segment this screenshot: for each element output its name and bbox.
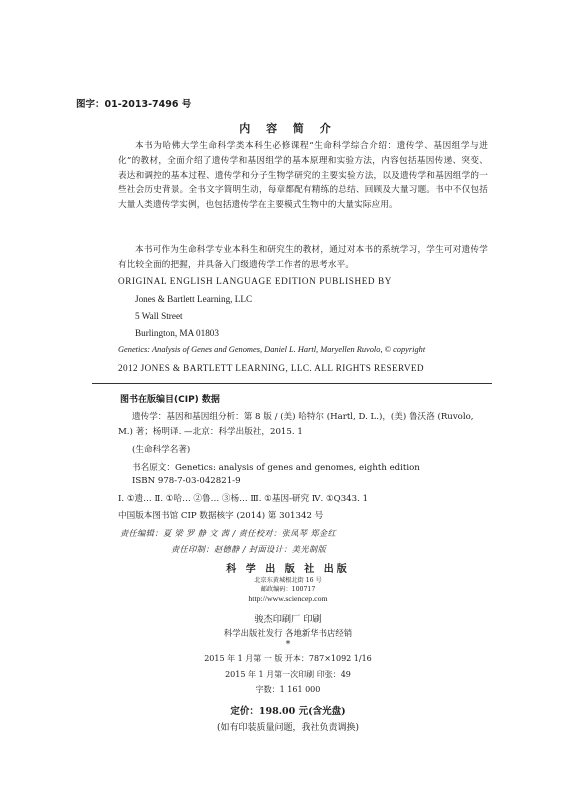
printing-line: 2015 年 1 月第一次印刷 印张：49 xyxy=(225,670,351,679)
publisher-address: 北京东黄城根北街 16 号 xyxy=(254,577,322,584)
cip-heading: 图书在版编目(CIP) 数据 xyxy=(120,395,220,405)
printer-line: 骏杰印刷厂 印刷 xyxy=(254,614,322,625)
cip-authors-line: M.) 著；杨明译. —北京：科学出版社，2015. 1 xyxy=(118,427,303,437)
price-line: 定价：198.00 元(含光盘) xyxy=(230,706,346,717)
copyright-registration-number: 图字：01-2013-7496 号 xyxy=(76,99,192,110)
summary-paragraph-1: 本书为哈佛大学生命科学类本科生必修课程“生命科学综合介绍：遗传学、基因组学与进化”的教材，全面介绍了遗传学和基因组学的基本原理和实验方法，内容包括基因传递、突变、表达和调控的基本过程、遗传学和分子生物学研究的主要实验方法，以及遗传学和基因组学的一些社会历史背景。全书文字简明生动，每章都配有精练的总结、回顾及大量习题。书中不仅包括大量人类遗传学实例，也包括遗传学在主要模式生物中的大量实际应用。 xyxy=(118,141,488,211)
original-publisher-street: 5 Wall Street xyxy=(135,311,183,321)
edition-line: 2015 年 1 月第 一 版 开本：787×1092 1/16 xyxy=(204,654,372,663)
original-edition-line: ORIGINAL ENGLISH LANGUAGE EDITION PUBLISHED BY xyxy=(118,276,393,286)
distribution-line: 科学出版社发行 各地新华书店经销 xyxy=(223,628,353,638)
publisher-postcode: 邮政编码：100717 xyxy=(260,586,316,593)
cip-series-line: (生命科学名著) xyxy=(132,445,191,455)
word-count-line: 字数：1 161 000 xyxy=(255,685,321,694)
editors-line: 责任编辑：夏 梁 罗 静 文 茜 / 责任校对：张凤琴 郑金红 xyxy=(120,528,337,538)
original-publisher-name: Jones & Bartlett Learning, LLC xyxy=(135,294,253,304)
original-title-line: Genetics: Analysis of Genes and Genomes, Daniel L. Hartl, Maryellen Ruvolo, © copyright xyxy=(118,345,426,354)
separator-mark: * xyxy=(285,640,291,650)
summary-title: 内 容 简 介 xyxy=(239,122,337,135)
cip-title-line: 遗传学：基因和基因组分析：第 8 版 / (美) 哈特尔 (Hartl, D. L.)，(美) 鲁沃洛 (Ruvolo, xyxy=(132,412,474,422)
publisher-url: http://www.sciencep.com xyxy=(248,594,328,603)
quality-notice: (如有印装质量问题，我社负责调换) xyxy=(216,723,360,733)
original-publisher-city: Burlington, MA 01803 xyxy=(135,328,219,338)
cip-classification-line: Ⅰ. ①遗… Ⅱ. ①哈… ②鲁… ③杨… Ⅲ. ①基因-研究 Ⅳ. ①Q343. 1 xyxy=(118,494,369,504)
original-copyright-line: 2012 JONES & BARTLETT LEARNING, LLC. ALL RIGHTS RESERVED xyxy=(118,363,424,373)
production-line: 责任印制：赵德静 / 封面设计：美光制版 xyxy=(171,544,327,554)
cip-isbn-line: ISBN 978-7-03-042821-9 xyxy=(132,476,241,486)
summary-paragraph-2: 本书可作为生命科学专业本科生和研究生的教材，通过对本书的系统学习，学生可对遗传学有比较全面的把握，并具备入门级遗传学工作者的思考水平。 xyxy=(118,245,488,270)
cip-record-number-line: 中国版本图书馆 CIP 数据核字 (2014) 第 301342 号 xyxy=(118,511,324,521)
section-divider xyxy=(92,383,492,384)
cip-original-title-line: 书名原文：Genetics: analysis of genes and genomes, eighth edition xyxy=(132,463,420,473)
publisher-name: 科 学 出 版 社 出版 xyxy=(226,564,350,575)
